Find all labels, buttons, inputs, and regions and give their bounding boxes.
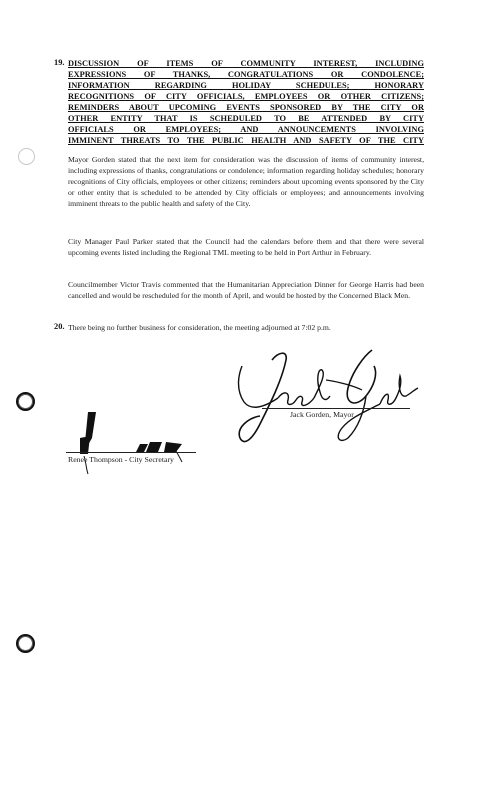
heading-line: OTHER ENTITY THAT IS SCHEDULED TO BE ATTENDED BY CITY (68, 114, 424, 123)
heading-line: OFFICIALS OR EMPLOYEES; AND ANNOUNCEMENTS INVOLVING (68, 125, 424, 134)
heading-line: RECOGNITIONS OF CITY OFFICIALS, EMPLOYEES OR OTHER CITIZENS; (68, 92, 424, 101)
mayor-signature (230, 346, 420, 450)
heading-line: REMINDERS ABOUT UPCOMING EVENTS SPONSORED BY THE CITY OR (68, 103, 424, 112)
item-19-number: 19. (54, 58, 65, 67)
heading-line: IMMINENT THREATS TO THE PUBLIC HEALTH AND SAFETY OF THE CITY (68, 136, 424, 145)
secretary-signature-line (66, 452, 196, 453)
mayor-signature-label: Jack Gorden, Mayor (290, 410, 354, 419)
city-manager-paragraph: City Manager Paul Parker stated that the Council had the calendars before them and that there were several upcoming events listed including the Regional TML meeting to be held in Port Arthur in February. (68, 237, 424, 257)
heading-line: EXPRESSIONS OF THANKS, CONGRATULATIONS OR CONDOLENCE; (68, 70, 424, 79)
item-19-heading (68, 58, 424, 146)
mayor-statement-paragraph: Mayor Gorden stated that the next item for consideration was the discussion of items of community interest, including expressions of thanks, congratulations or condolence; information regarding holiday schedules; honorary recognitions of City officials, employees or other citizens; reminders about upcoming events sponsored by the City or other entity that is scheduled to be attended by City officials or employees; and announcements involving imminent threats to the public health and safety of the City. (68, 155, 424, 208)
heading-line: INFORMATION REGARDING HOLIDAY SCHEDULES; HONORARY (68, 81, 424, 90)
secretary-signature-label: Renee Thompson - City Secretary (68, 455, 174, 464)
punch-hole (16, 392, 35, 411)
adjournment-text: There being no further business for consideration, the meeting adjourned at 7:02 p.m. (68, 323, 331, 332)
punch-hole (18, 148, 35, 165)
councilmember-paragraph: Councilmember Victor Travis commented that the Humanitarian Appreciation Dinner for George Harris had been cancelled and would be rescheduled for the month of April, and would be hosted by the Concerned Black Men. (68, 280, 424, 300)
secretary-signature (70, 408, 200, 478)
mayor-signature-line (262, 408, 410, 409)
punch-hole (16, 634, 35, 653)
item-20-number: 20. (54, 322, 65, 331)
heading-line: DISCUSSION OF ITEMS OF COMMUNITY INTEREST, INCLUDING (68, 59, 424, 68)
